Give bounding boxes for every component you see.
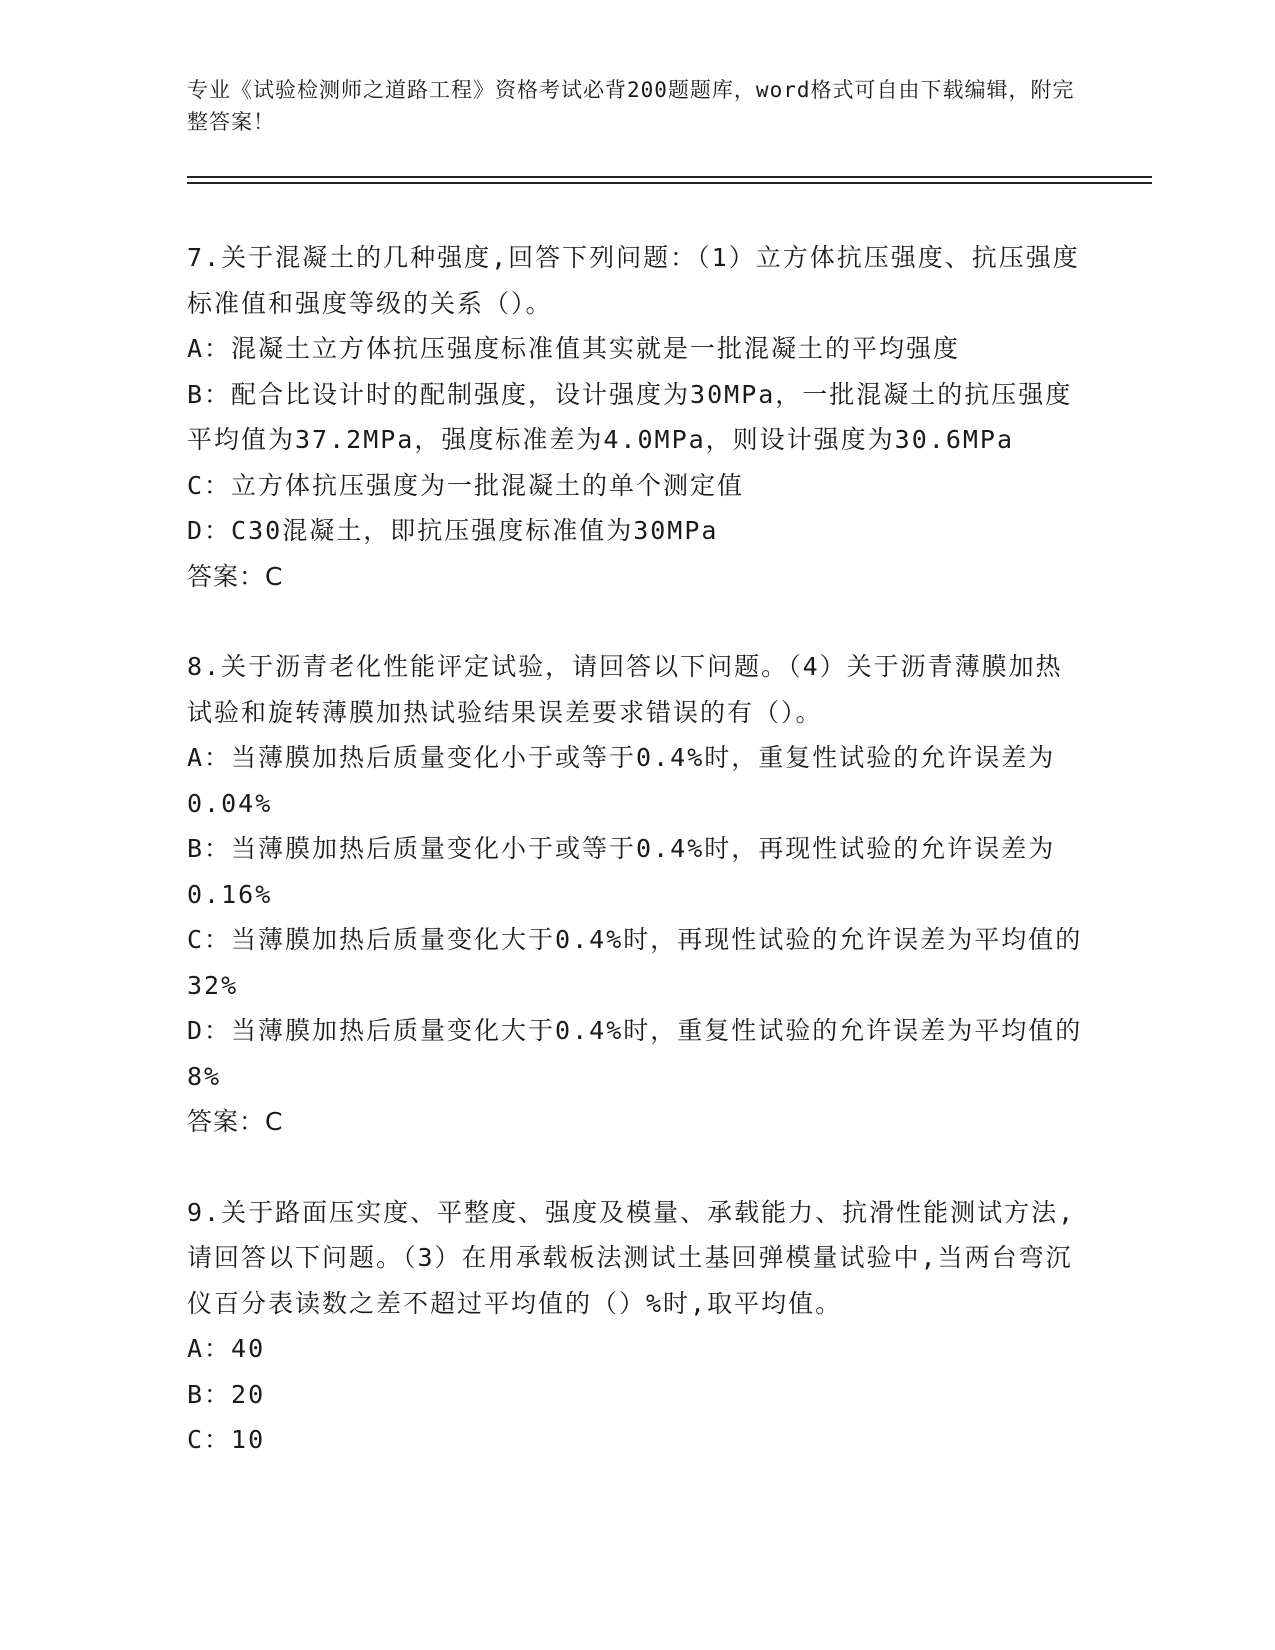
document-header: 专业《试验检测师之道路工程》资格考试必背200题题库，word格式可自由下载编辑，附完整答案！	[187, 78, 1075, 134]
option-a: A：当薄膜加热后质量变化小于或等于0.4%时，重复性试验的允许误差为0.04%	[187, 743, 1056, 818]
option-d: D：当薄膜加热后质量变化大于0.4%时，重复性试验的允许误差为平均值的8%	[187, 1016, 1083, 1091]
option-c: C：10	[187, 1425, 266, 1454]
option-c: C：当薄膜加热后质量变化大于0.4%时，再现性试验的允许误差为平均值的32%	[187, 925, 1083, 1000]
question-7	[187, 235, 1087, 599]
option-b: B：配合比设计时的配制强度，设计强度为30MPa，一批混凝土的抗压强度平均值为37.2MPa，强度标准差为4.0MPa，则设计强度为30.6MPa	[187, 379, 1073, 454]
header-divider-bottom	[187, 182, 1152, 184]
question-8	[187, 644, 1087, 1145]
option-b: B：20	[187, 1379, 266, 1409]
question-stem: 8.关于沥青老化性能评定试验，请回答以下问题。（4）关于沥青薄膜加热试验和旋转薄膜加热试验结果误差要求错误的有（）。	[187, 652, 1063, 727]
question-list	[187, 235, 1087, 1508]
option-a: A：40	[187, 1334, 266, 1363]
option-a: A：混凝土立方体抗压强度标准值其实就是一批混凝土的平均强度	[187, 334, 961, 363]
answer: 答案：C	[187, 1107, 284, 1136]
question-9	[187, 1190, 1087, 1463]
option-d: D：C30混凝土，即抗压强度标准值为30MPa	[187, 516, 719, 545]
question-stem: 7.关于混凝土的几种强度,回答下列问题：（1）立方体抗压强度、抗压强度标准值和强度等级的关系（）。	[187, 243, 1080, 318]
answer: 答案：C	[187, 561, 284, 591]
question-stem: 9.关于路面压实度、平整度、强度及模量、承载能力、抗滑性能测试方法,请回答以下问题。（3）在用承载板法测试土基回弹模量试验中,当两台弯沉仪百分表读数之差不超过平均值的（）%时,取平均值。	[187, 1197, 1076, 1318]
option-b: B：当薄膜加热后质量变化小于或等于0.4%时，再现性试验的允许误差为0.16%	[187, 834, 1056, 909]
option-c: C：立方体抗压强度为一批混凝土的单个测定值	[187, 470, 745, 500]
header-divider-top	[187, 176, 1152, 178]
